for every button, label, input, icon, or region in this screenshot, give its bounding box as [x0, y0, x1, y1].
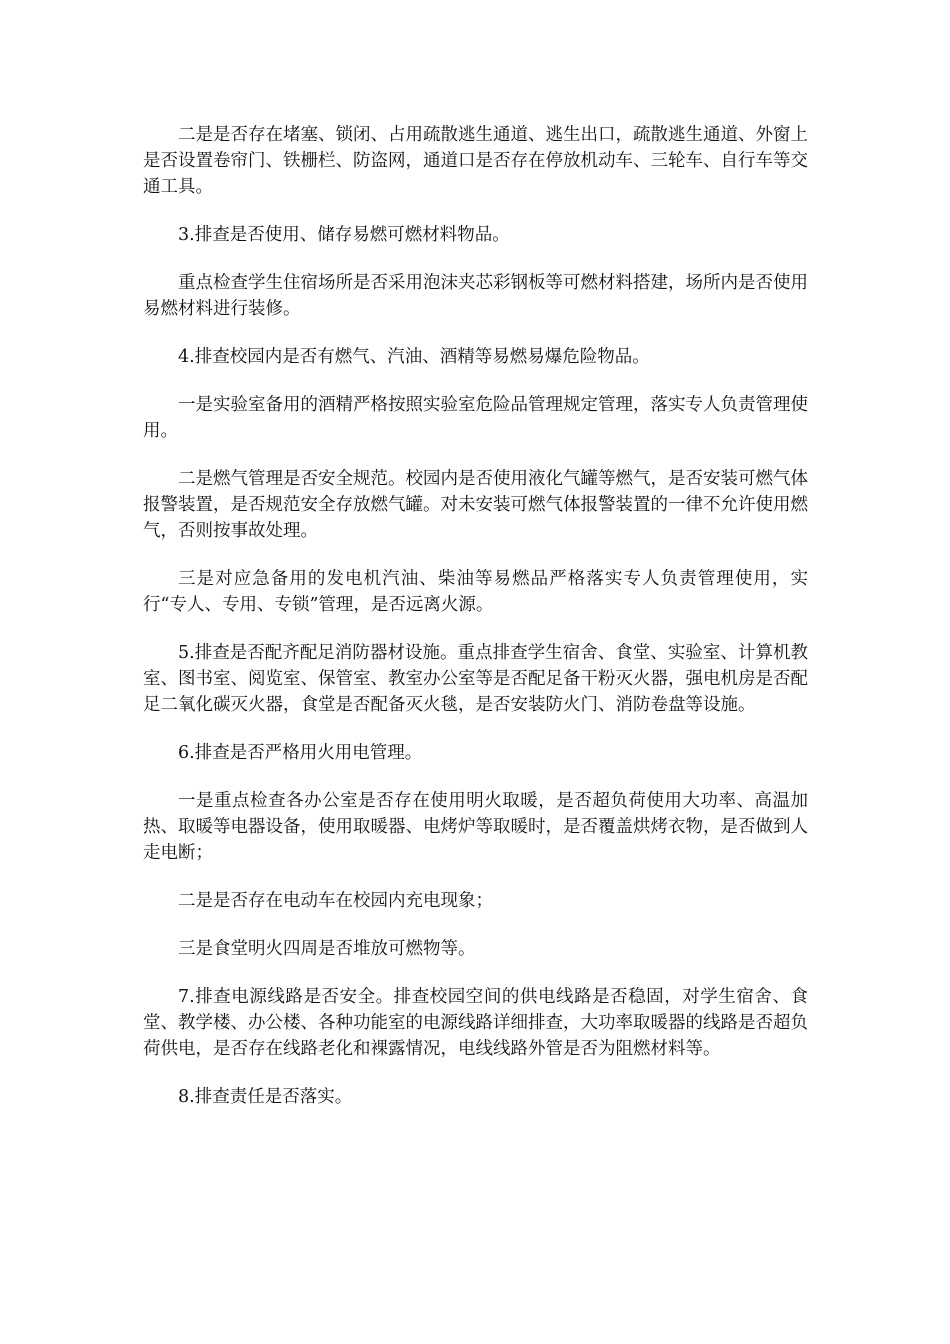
paragraph-ebike-charging: 二是是否存在电动车在校园内充电现象；	[178, 891, 493, 911]
paragraph-alcohol-management: 一是实验室备用的酒精严格按照实验室危险品管理规定管理，落实专人负责管理使用。	[143, 395, 808, 441]
paragraph-evacuation-routes: 二是是否存在堵塞、锁闭、占用疏散逃生通道、逃生出口，疏散逃生通道、外窗上是否设置卷帘门、铁栅栏、防盗网，通道口是否存在停放机动车、三轮车、自行车等交通工具。	[143, 125, 808, 197]
paragraph-office-heating: 一是重点检查各办公室是否存在使用明火取暖，是否超负荷使用大功率、高温加热、取暖等电器设备，使用取暖器、电烤炉等取暖时，是否覆盖烘烤衣物，是否做到人走电断；	[143, 791, 808, 863]
heading-item-5: 5.排查是否配齐配足消防器材设施。重点排查学生宿舍、食堂、实验室、计算机教室、图书室、阅览室、保管室、教室办公室等是否配足备干粉灭火器，强电机房是否配足二氧化碳灭火器，食堂是否配备灭火毯，是否安装防火门、消防卷盘等设施。	[143, 643, 808, 715]
heading-item-3: 3.排查是否使用、储存易燃可燃材料物品。	[178, 225, 510, 245]
heading-item-6: 6.排查是否严格用火用电管理。	[178, 743, 423, 763]
paragraph-canteen-fire: 三是食堂明火四周是否堆放可燃物等。	[178, 939, 476, 959]
heading-item-4: 4.排查校园内是否有燃气、汽油、酒精等易燃易爆危险物品。	[178, 347, 650, 367]
paragraph-flammable-materials: 重点检查学生住宿场所是否采用泡沫夹芯彩钢板等可燃材料搭建，场所内是否使用易燃材料进行装修。	[143, 273, 808, 319]
heading-item-7: 7.排查电源线路是否安全。排查校园空间的供电线路是否稳固，对学生宿舍、食堂、教学楼、办公楼、各种功能室的电源线路详细排查，大功率取暖器的线路是否超负荷供电，是否存在线路老化和裸露情况，电线线路外管是否为阻燃材料等。	[143, 987, 808, 1059]
heading-item-8: 8.排查责任是否落实。	[178, 1087, 353, 1107]
paragraph-fuel-management: 三是对应急备用的发电机汽油、柴油等易燃品严格落实专人负责管理使用，实行“专人、专用、专锁”管理，是否远离火源。	[143, 569, 808, 615]
document-body	[143, 122, 808, 1110]
paragraph-gas-management: 二是燃气管理是否安全规范。校园内是否使用液化气罐等燃气，是否安装可燃气体报警装置，是否规范安全存放燃气罐。对未安装可燃气体报警装置的一律不允许使用燃气，否则按事故处理。	[143, 469, 808, 541]
